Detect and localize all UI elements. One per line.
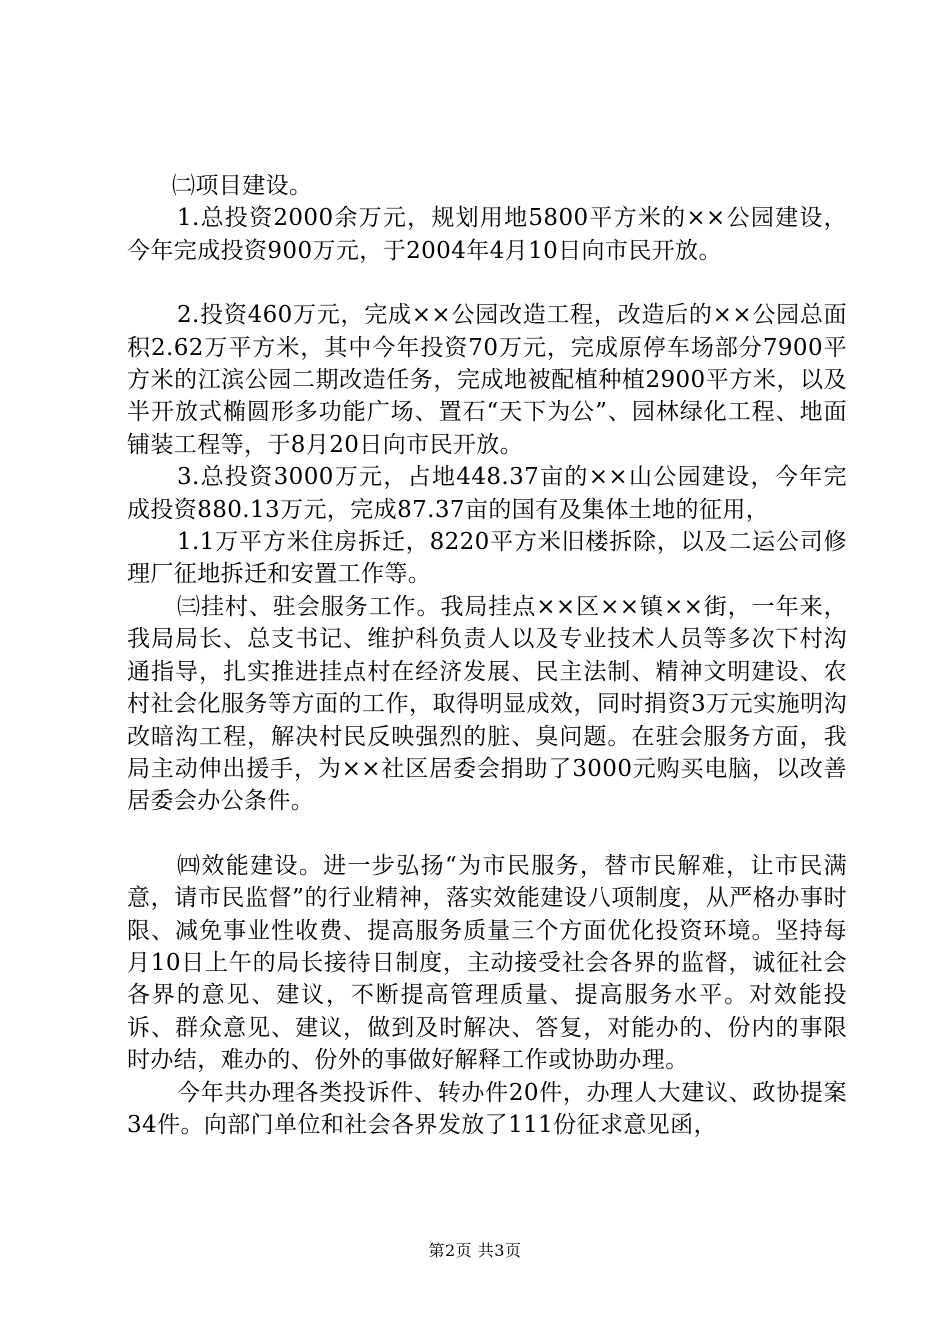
- body-text: [127, 170, 847, 1141]
- paragraph-item-1: 1.总投资2000余万元，规划用地5800平方米的××公园建设，今年完成投资900万元，于2004年4月10日向市民开放。: [127, 205, 847, 264]
- paragraph-item-3-continued: 1.1万平方米住房拆迁，8220平方米旧楼拆除，以及二运公司修理厂征地拆迁和安置工作等。: [127, 529, 847, 588]
- section-heading-project-construction: ㈡项目建设。: [172, 173, 313, 199]
- section-village-service: ㈢挂村、驻会服务工作。我局挂点××区××镇××街，一年来，我局局长、总支书记、维护科负责人以及专业技术人员等多次下村沟通指导，扎实推进挂点村在经济发展、民主法制、精神文明建设、农村社会化服务等方面的工作，取得明显成效，同时捐资3万元实施明沟改暗沟工程，解决村民反映强烈的脏、臭问题。在驻会服务方面，我局主动伸出援手，为××社区居委会捐助了3000元购买电脑，以改善居委会办公条件。: [127, 593, 847, 815]
- paragraph-complaints-handled: 今年共办理各类投诉件、转办件20件，办理人大建议、政协提案34件。向部门单位和社会各界发放了111份征求意见函，: [127, 1079, 847, 1138]
- paragraph-item-3: 3.总投资3000万元，占地448.37亩的××山公园建设，今年完成投资880.13万元，完成87.37亩的国有及集体土地的征用，: [127, 464, 847, 523]
- paragraph-item-2: 2.投资460万元，完成××公园改造工程，改造后的××公园总面积2.62万平方米，其中今年投资70万元，完成原停车场部分7900平方米的江滨公园二期改造任务，完成地被配植种植2900平方米，以及半开放式椭圆形多功能广场、置石“天下为公”、园林绿化工程、地面铺装工程等，于8月20日向市民开放。: [127, 302, 847, 458]
- section-efficiency-construction: ㈣效能建设。进一步弘扬“为市民服务，替市民解难，让市民满意，请市民监督”的行业精神，落实效能建设八项制度，从严格办事时限、减免事业性收费、提高服务质量三个方面优化投资环境。坚持每月10日上午的局长接待日制度，主动接受社会各界的监督，诚征社会各界的意见、建议，不断提高管理质量、提高服务水平。对效能投诉、群众意见、建议，做到及时解决、答复，对能办的、份内的事限时办结，难办的、份外的事做好解释工作或协助办理。: [127, 852, 847, 1074]
- page-number-footer: 第2页 共3页: [428, 1241, 522, 1260]
